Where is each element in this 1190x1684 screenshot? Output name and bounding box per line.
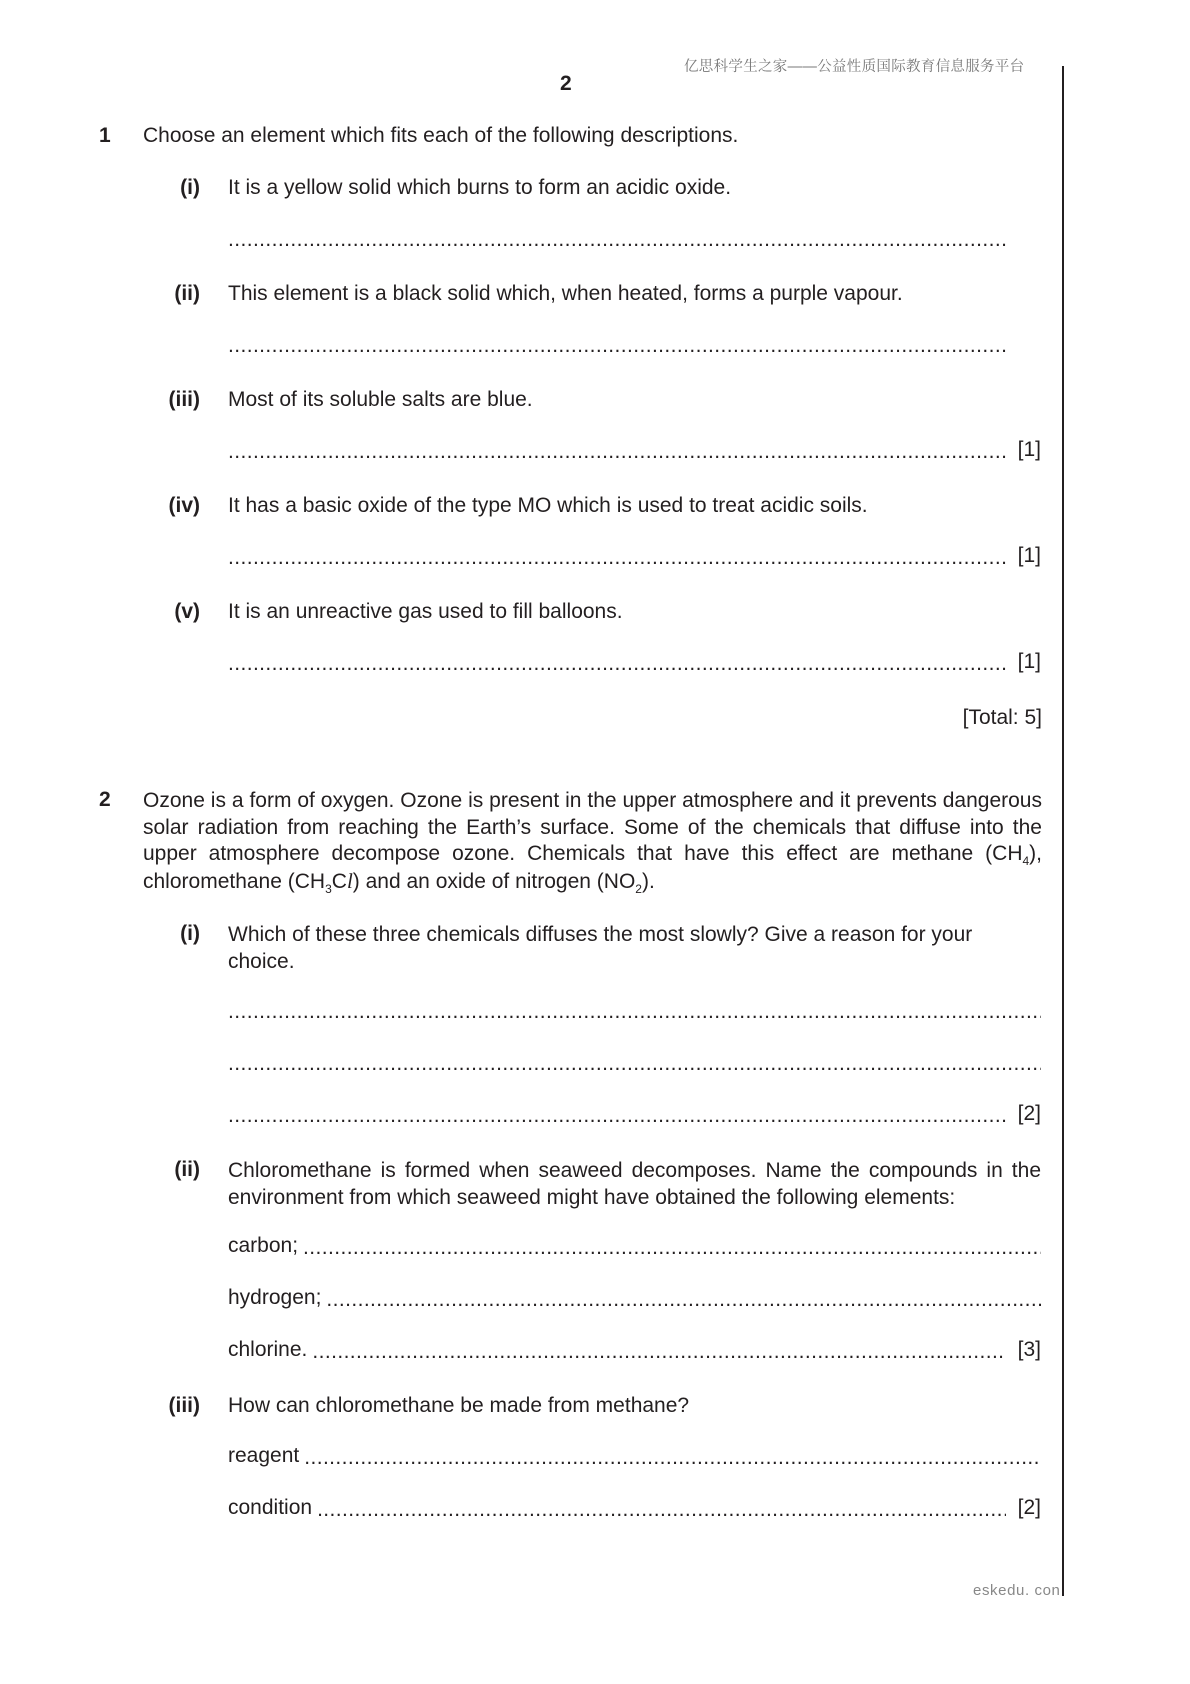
q1-part-v-mark: [1] bbox=[1017, 650, 1041, 673]
q2-part-iii-label: (iii) bbox=[168, 1394, 200, 1417]
margin-rule bbox=[1062, 66, 1064, 1596]
q1-part-i-text: It is a yellow solid which burns to form an acidic oxide. bbox=[228, 176, 732, 199]
condition-label: condition bbox=[228, 1496, 313, 1519]
q1-part-ii-text: This element is a black solid which, when heated, forms a purple vapour. bbox=[228, 282, 903, 305]
footer-site-text: eskedu. con bbox=[973, 1582, 1061, 1599]
q1-part-iii-label: (iii) bbox=[168, 388, 200, 411]
q2-part-i-answer-line-3[interactable] bbox=[228, 1104, 1041, 1126]
q1-part-iii-answer-line[interactable] bbox=[228, 440, 1041, 462]
q1-part-iv-mark: [1] bbox=[1017, 544, 1041, 567]
q1-part-ii-label: (ii) bbox=[174, 282, 200, 305]
q1-part-i-label: (i) bbox=[180, 176, 200, 199]
q2-part-iii-text: How can chloromethane be made from methane? bbox=[228, 1394, 690, 1417]
chlorine-label: chlorine. bbox=[228, 1338, 308, 1361]
reagent-label: reagent bbox=[228, 1444, 300, 1467]
q1-part-iii-mark: [1] bbox=[1017, 438, 1041, 461]
q1-part-ii-answer-line[interactable] bbox=[228, 334, 1007, 356]
q1-part-v-answer-line[interactable] bbox=[228, 652, 1041, 674]
page-number: 2 bbox=[560, 72, 572, 95]
q2-chlorine-answer-line[interactable] bbox=[228, 1340, 1041, 1362]
q2-part-i-answer-line-1[interactable] bbox=[228, 1000, 1041, 1022]
q1-part-iv-answer-line[interactable] bbox=[228, 546, 1041, 568]
q1-part-v-label: (v) bbox=[174, 600, 200, 623]
q2-reagent-answer-line[interactable] bbox=[228, 1446, 1041, 1468]
q2-part-i-answer-line-2[interactable] bbox=[228, 1052, 1041, 1074]
q2-part-i-label: (i) bbox=[180, 922, 200, 945]
q2-part-ii-text: Chloromethane is formed when seaweed decomposes. Name the compounds in the environment from which seaweed might have obtained the following elements: bbox=[228, 1159, 1041, 1209]
question-1-number: 1 bbox=[99, 124, 111, 147]
question-2-number: 2 bbox=[99, 788, 111, 811]
q2-condition-answer-line[interactable] bbox=[228, 1498, 1041, 1520]
q1-part-iv-text: It has a basic oxide of the type MO which is used to treat acidic soils. bbox=[228, 494, 868, 517]
q1-part-iii-text: Most of its soluble salts are blue. bbox=[228, 388, 533, 411]
header-site-text: 亿思科学生之家——公益性质国际教育信息服务平台 bbox=[684, 59, 1025, 75]
q1-part-v-text: It is an unreactive gas used to fill balloons. bbox=[228, 600, 623, 623]
q1-part-i-answer-line[interactable] bbox=[228, 228, 1007, 250]
q2-part-i-mark: [2] bbox=[1017, 1102, 1041, 1125]
question-2-stem: Ozone is a form of oxygen. Ozone is present in the upper atmosphere and it prevents dangerous solar radiation from reaching the Earth’s surface. Some of the chemicals that diffuse into the upper atmosphere decompose ozone. Chemicals that have this effect are methane $(CH_4)$, chloromethane $(CH_3Cl)$ and an oxide of nitrogen $(NO_2)$. bbox=[143, 789, 1042, 896]
q1-total-marks: [Total: 5] bbox=[962, 706, 1042, 729]
q2-hydrogen-answer-line[interactable] bbox=[228, 1288, 1041, 1310]
q2-part-iii-mark: [2] bbox=[1017, 1496, 1041, 1519]
q2-part-ii-label: (ii) bbox=[174, 1158, 200, 1181]
q2-part-ii-mark: [3] bbox=[1017, 1338, 1041, 1361]
q1-part-iv-label: (iv) bbox=[168, 494, 200, 517]
q2-part-i-text: Which of these three chemicals diffuses the most slowly? Give a reason for your choice. bbox=[228, 923, 973, 973]
question-1-stem: Choose an element which fits each of the following descriptions. bbox=[143, 124, 739, 147]
q2-carbon-answer-line[interactable] bbox=[228, 1236, 1041, 1258]
carbon-label: carbon; bbox=[228, 1234, 299, 1257]
hydrogen-label: hydrogen; bbox=[228, 1286, 322, 1309]
